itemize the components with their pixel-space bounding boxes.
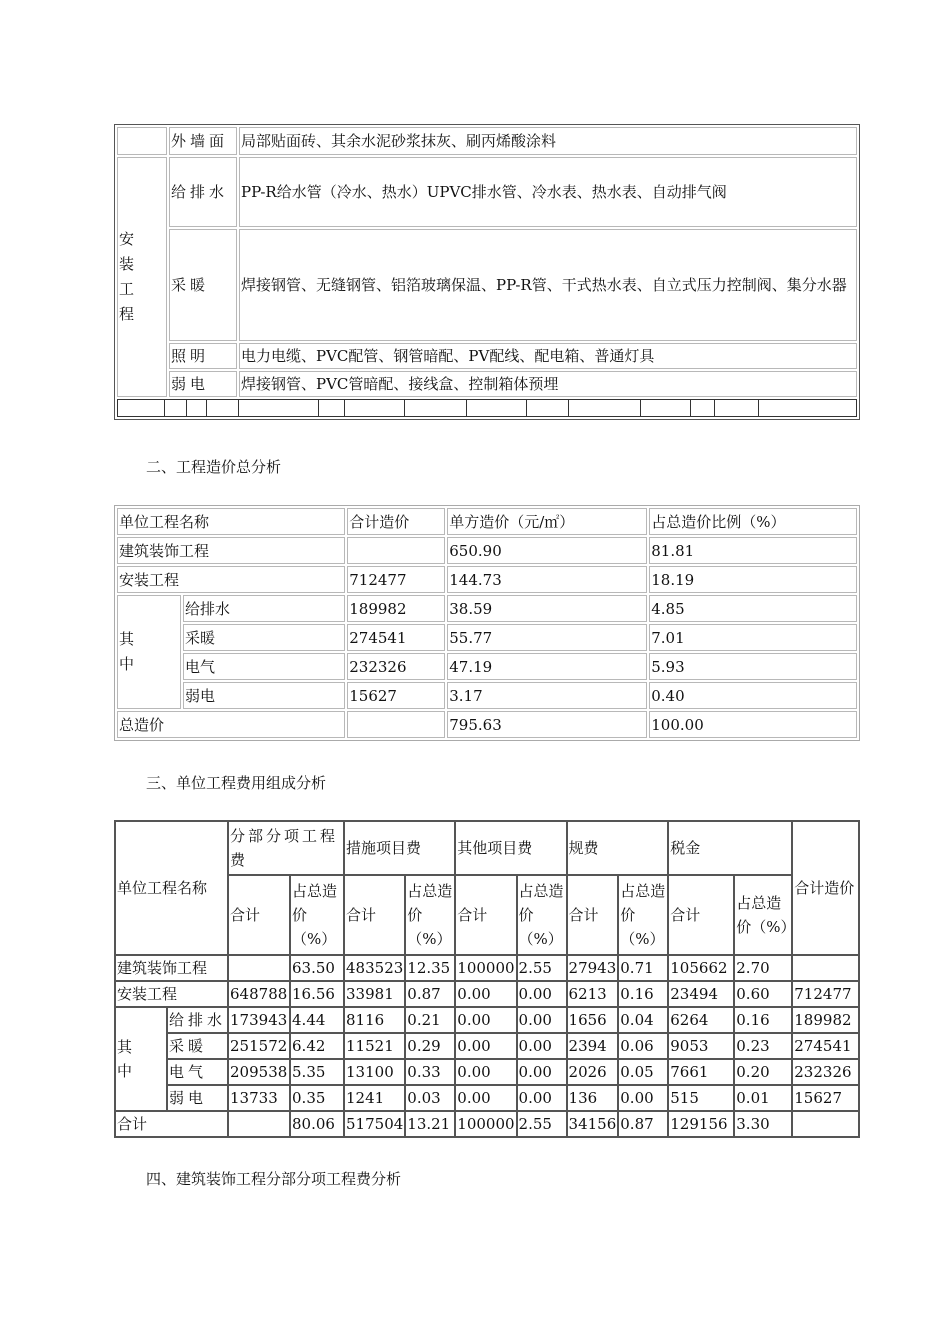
value-cell: 0.03 xyxy=(405,1085,455,1111)
value-cell: 13733 xyxy=(228,1085,290,1111)
desc-cell: 电力电缆、PVC配管、钢管暗配、PV配线、配电箱、普通灯具 xyxy=(239,343,857,369)
group-header: 措施项目费 xyxy=(344,821,455,875)
value-cell: 11521 xyxy=(344,1033,405,1059)
row-label: 电气 xyxy=(183,653,345,680)
value-cell: 47.19 xyxy=(447,653,647,680)
value-cell: 129156 xyxy=(668,1111,734,1137)
value-cell: 13100 xyxy=(344,1059,405,1085)
value-cell: 0.00 xyxy=(517,1059,567,1085)
value-cell: 0.00 xyxy=(618,1085,668,1111)
value-cell: 0.04 xyxy=(618,1007,668,1033)
value-cell: 2.55 xyxy=(517,955,567,981)
value-cell: 2026 xyxy=(567,1059,619,1085)
row-label: 总造价 xyxy=(117,711,345,738)
value-cell: 0.87 xyxy=(618,1111,668,1137)
table-body xyxy=(115,955,859,1137)
group-header: 规费 xyxy=(567,821,669,875)
value-cell: 517504 xyxy=(344,1111,405,1137)
value-cell xyxy=(347,537,445,564)
header-cell: 合计造价 xyxy=(347,508,445,535)
value-cell: 13.21 xyxy=(405,1111,455,1137)
value-cell: 80.06 xyxy=(290,1111,344,1137)
section-heading-2: 二、工程造价总分析 xyxy=(146,458,282,476)
value-cell: 33981 xyxy=(344,981,405,1007)
row-label: 安装工程 xyxy=(115,981,228,1007)
value-cell: 4.85 xyxy=(649,595,857,622)
blank-row xyxy=(117,399,857,417)
value-cell: 0.01 xyxy=(734,1085,792,1111)
value-cell: 0.20 xyxy=(734,1059,792,1085)
value-cell: 7661 xyxy=(668,1059,734,1085)
sub-header-ratio: 占总造价（%） xyxy=(517,875,567,955)
value-cell: 795.63 xyxy=(447,711,647,738)
group-header: 其他项目费 xyxy=(455,821,566,875)
sub-header-ratio: 占总造价（%） xyxy=(405,875,455,955)
value-cell: 2.70 xyxy=(734,955,792,981)
value-cell: 27943 xyxy=(567,955,619,981)
group-label: 安装工程 xyxy=(119,230,135,323)
value-cell: 6213 xyxy=(567,981,619,1007)
value-cell: 0.00 xyxy=(517,1085,567,1111)
value-cell: 0.00 xyxy=(517,981,567,1007)
value-cell: 9053 xyxy=(668,1033,734,1059)
value-cell: 0.33 xyxy=(405,1059,455,1085)
row-label: 建筑装饰工程 xyxy=(115,955,228,981)
value-cell: 0.00 xyxy=(455,1007,516,1033)
value-cell: 0.29 xyxy=(405,1033,455,1059)
value-cell: 712477 xyxy=(347,566,445,593)
group-cell xyxy=(117,595,181,709)
row-label: 合计 xyxy=(115,1111,228,1137)
value-cell: 0.60 xyxy=(734,981,792,1007)
value-cell: 100.00 xyxy=(649,711,857,738)
value-cell: 16.56 xyxy=(290,981,344,1007)
group-cell xyxy=(117,127,167,155)
group-label: 其中 xyxy=(119,630,135,673)
value-cell: 81.81 xyxy=(649,537,857,564)
value-cell: 515 xyxy=(668,1085,734,1111)
sub-header-total: 合计 xyxy=(567,875,619,955)
value-cell: 0.00 xyxy=(455,1033,516,1059)
value-cell: 0.00 xyxy=(517,1033,567,1059)
value-cell: 23494 xyxy=(668,981,734,1007)
group-header: 税金 xyxy=(668,821,792,875)
value-cell: 648788 xyxy=(228,981,290,1007)
value-cell: 1241 xyxy=(344,1085,405,1111)
row-label: 弱电 xyxy=(183,682,345,709)
section-heading-3: 三、单位工程费用组成分析 xyxy=(146,774,327,792)
item-cell: 外墙面 xyxy=(169,127,237,155)
row-label: 采暖 xyxy=(183,624,345,651)
desc-cell: PP-R给水管（冷水、热水）UPVC排水管、冷水表、热水表、自动排气阀 xyxy=(239,157,857,227)
desc-cell: 局部贴面砖、其余水泥砂浆抹灰、刷丙烯酸涂料 xyxy=(239,127,857,155)
value-cell: 144.73 xyxy=(447,566,647,593)
header-cell: 单位工程名称 xyxy=(117,508,345,535)
value-cell: 232326 xyxy=(347,653,445,680)
value-cell: 15627 xyxy=(792,1085,859,1111)
materials-table xyxy=(114,124,860,420)
value-cell: 0.87 xyxy=(405,981,455,1007)
item-cell: 照明 xyxy=(169,343,237,369)
value-cell: 232326 xyxy=(792,1059,859,1085)
value-cell: 4.44 xyxy=(290,1007,344,1033)
value-cell: 483523 xyxy=(344,955,405,981)
value-cell: 650.90 xyxy=(447,537,647,564)
row-label: 给排水 xyxy=(183,595,345,622)
value-cell: 0.00 xyxy=(455,1059,516,1085)
group-cell xyxy=(117,157,167,397)
value-cell: 100000 xyxy=(455,1111,516,1137)
item-cell: 给排水 xyxy=(169,157,237,227)
value-cell: 6.42 xyxy=(290,1033,344,1059)
value-cell xyxy=(228,1111,290,1137)
value-cell: 5.93 xyxy=(649,653,857,680)
value-cell: 189982 xyxy=(347,595,445,622)
value-cell: 0.00 xyxy=(455,1085,516,1111)
value-cell: 105662 xyxy=(668,955,734,981)
value-cell: 5.35 xyxy=(290,1059,344,1085)
table-row xyxy=(115,1007,859,1033)
desc-cell: 焊接钢管、PVC管暗配、接线盒、控制箱体预埋 xyxy=(239,371,857,397)
value-cell: 34156 xyxy=(567,1111,619,1137)
value-cell: 8116 xyxy=(344,1007,405,1033)
sub-header-total: 合计 xyxy=(668,875,734,955)
row-label: 弱电 xyxy=(167,1085,228,1111)
value-cell xyxy=(792,1111,859,1137)
value-cell: 0.23 xyxy=(734,1033,792,1059)
item-cell: 采暖 xyxy=(169,229,237,341)
header-name: 单位工程名称 xyxy=(115,821,228,955)
value-cell: 0.21 xyxy=(405,1007,455,1033)
value-cell: 209538 xyxy=(228,1059,290,1085)
cost-summary-table xyxy=(114,505,860,741)
row-label: 给排水 xyxy=(167,1007,228,1033)
value-cell: 173943 xyxy=(228,1007,290,1033)
sub-header-ratio: 占总造价（%） xyxy=(734,875,792,955)
row-label: 建筑装饰工程 xyxy=(117,537,345,564)
sub-header-total: 合计 xyxy=(344,875,405,955)
value-cell: 18.19 xyxy=(649,566,857,593)
value-cell: 1656 xyxy=(567,1007,619,1033)
value-cell: 712477 xyxy=(792,981,859,1007)
cost-composition-table xyxy=(114,820,860,1138)
value-cell: 274541 xyxy=(347,624,445,651)
desc-cell: 焊接钢管、无缝钢管、铝箔玻璃保温、PP-R管、干式热水表、自立式压力控制阀、集分水器 xyxy=(239,229,857,341)
value-cell: 0.05 xyxy=(618,1059,668,1085)
sub-header-total: 合计 xyxy=(228,875,290,955)
value-cell: 0.06 xyxy=(618,1033,668,1059)
value-cell: 63.50 xyxy=(290,955,344,981)
value-cell: 2394 xyxy=(567,1033,619,1059)
value-cell: 55.77 xyxy=(447,624,647,651)
value-cell: 15627 xyxy=(347,682,445,709)
value-cell: 274541 xyxy=(792,1033,859,1059)
sub-header-total: 合计 xyxy=(455,875,516,955)
table-row xyxy=(115,1059,859,1085)
value-cell: 189982 xyxy=(792,1007,859,1033)
value-cell: 6264 xyxy=(668,1007,734,1033)
sub-header-ratio: 占总造价（%） xyxy=(618,875,668,955)
sub-header-ratio: 占总造价（%） xyxy=(290,875,344,955)
value-cell: 251572 xyxy=(228,1033,290,1059)
table-row xyxy=(115,981,859,1007)
header-cell: 占总造价比例（%） xyxy=(649,508,857,535)
value-cell: 136 xyxy=(567,1085,619,1111)
value-cell: 100000 xyxy=(455,955,516,981)
row-label: 采暖 xyxy=(167,1033,228,1059)
value-cell xyxy=(792,955,859,981)
value-cell: 0.71 xyxy=(618,955,668,981)
group-label: 其中 xyxy=(117,1038,133,1080)
value-cell: 0.16 xyxy=(734,1007,792,1033)
table-row xyxy=(115,955,859,981)
section-heading-4: 四、建筑装饰工程分部分项工程费分析 xyxy=(146,1170,402,1188)
value-cell: 0.00 xyxy=(517,1007,567,1033)
value-cell: 3.17 xyxy=(447,682,647,709)
item-cell: 弱电 xyxy=(169,371,237,397)
header-total: 合计造价 xyxy=(792,821,859,955)
header-cell: 单方造价（元/㎡） xyxy=(447,508,647,535)
group-header: 分部分项工程费 xyxy=(228,821,344,875)
value-cell: 3.30 xyxy=(734,1111,792,1137)
value-cell: 2.55 xyxy=(517,1111,567,1137)
value-cell xyxy=(347,711,445,738)
group-cell xyxy=(115,1007,167,1111)
value-cell xyxy=(228,955,290,981)
value-cell: 7.01 xyxy=(649,624,857,651)
row-label: 电气 xyxy=(167,1059,228,1085)
row-label: 安装工程 xyxy=(117,566,345,593)
table-row xyxy=(115,1033,859,1059)
value-cell: 12.35 xyxy=(405,955,455,981)
table-row xyxy=(115,1111,859,1137)
value-cell: 0.00 xyxy=(455,981,516,1007)
value-cell: 0.40 xyxy=(649,682,857,709)
table-row xyxy=(115,1085,859,1111)
value-cell: 38.59 xyxy=(447,595,647,622)
value-cell: 0.35 xyxy=(290,1085,344,1111)
value-cell: 0.16 xyxy=(618,981,668,1007)
